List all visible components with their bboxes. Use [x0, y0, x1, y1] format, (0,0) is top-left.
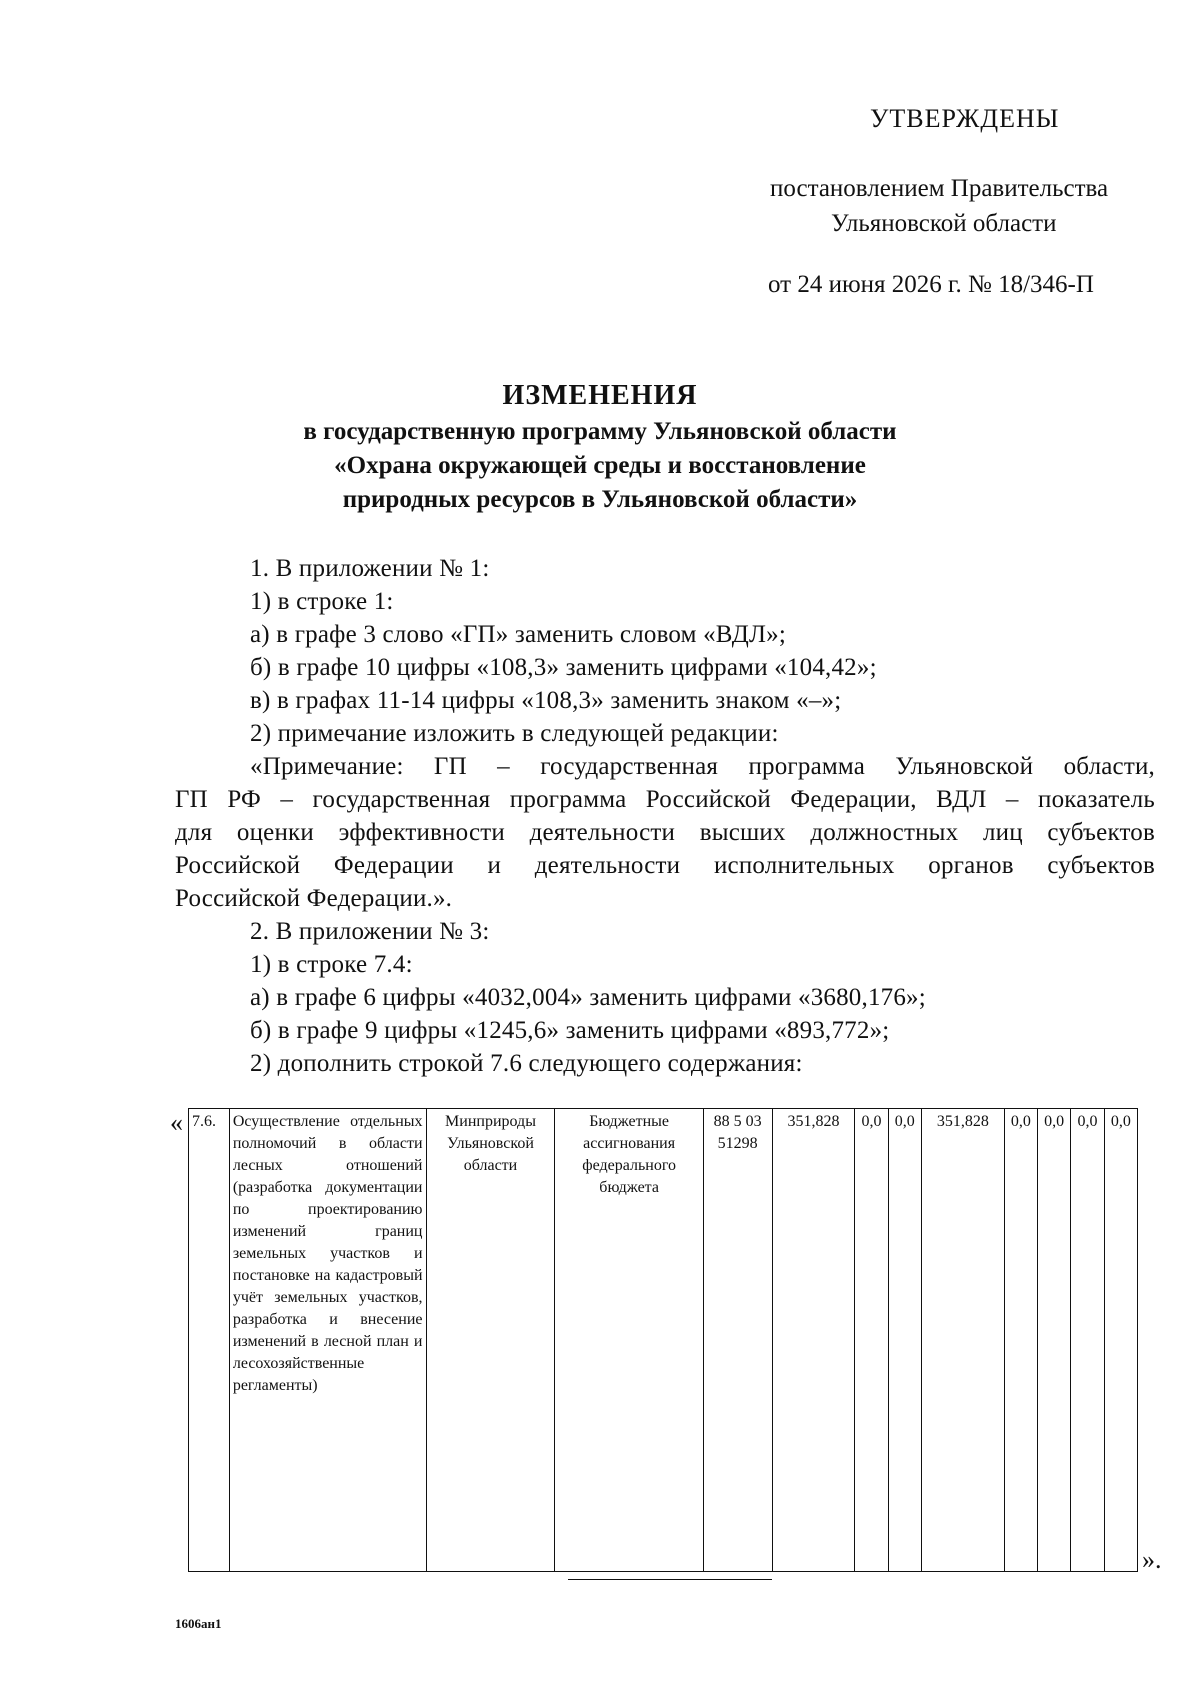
document-title: ИЗМЕНЕНИЯ	[502, 380, 698, 411]
value-cell-8: 0,0	[1104, 1109, 1137, 1572]
paragraph-9: а) в графе 6 цифры «4032,004» заменить цифрами «3680,176»;	[250, 984, 926, 1011]
paragraph-5: в) в графах 11-14 цифры «108,3» заменить знаком «–»;	[250, 687, 842, 714]
value-cell-6: 0,0	[1038, 1109, 1071, 1572]
note-line-2: ГП РФ – государственная программа Российской Федерации, ВДЛ – показатель	[175, 786, 1155, 813]
value-cell-1: 351,828	[772, 1109, 855, 1572]
program-table-row	[188, 1108, 1138, 1572]
activity-name-cell: Осуществление отдельных полномочий в области лесных отношений (разработка документации по проектированию изменений границ земельных участков и постановке на кадастровый учёт земельных участков, разработка и внесение изменений в лесной план и лесохозяйственные регламенты)	[229, 1109, 426, 1572]
document-subtitle-3: природных ресурсов в Ульяновской области»	[342, 486, 858, 513]
paragraph-6: 2) примечание изложить в следующей редакции:	[250, 720, 779, 747]
approval-line-2: Ульяновской области	[831, 210, 1057, 237]
table-open-quote: «	[170, 1108, 183, 1137]
note-line-1: «Примечание: ГП – государственная программа Ульяновской области,	[250, 753, 1155, 780]
note-line-4: Российской Федерации и деятельности исполнительных органов субъектов	[175, 852, 1155, 879]
approval-date-number: от 24 июня 2026 г. № 18/346-П	[768, 271, 1094, 298]
paragraph-2: 1) в строке 1:	[250, 588, 394, 615]
value-cell-3: 0,0	[888, 1109, 921, 1572]
paragraph-7: 2. В приложении № 3:	[250, 918, 490, 945]
paragraph-11: 2) дополнить строкой 7.6 следующего содержания:	[250, 1050, 803, 1077]
approval-title: УТВЕРЖДЕНЫ	[870, 104, 1060, 133]
document-subtitle-2: «Охрана окружающей среды и восстановление	[334, 452, 866, 479]
paragraph-10: б) в графе 9 цифры «1245,6» заменить цифрами «893,772»;	[250, 1017, 890, 1044]
approval-line-1: постановлением Правительства	[770, 175, 1109, 202]
value-cell-4: 351,828	[921, 1109, 1004, 1572]
value-cell-2: 0,0	[855, 1109, 888, 1572]
funding-source-cell: Бюджетные ассигнования федерального бюджета	[555, 1109, 703, 1572]
paragraph-4: б) в графе 10 цифры «108,3» заменить цифрами «104,42»;	[250, 654, 877, 681]
executor-cell: Минприроды Ульяновской области	[426, 1109, 555, 1572]
footer-code: 1606ан1	[175, 1616, 222, 1631]
row-number-cell: 7.6.	[189, 1109, 230, 1572]
budget-code-cell: 88 5 03 51298	[703, 1109, 772, 1572]
table-row	[189, 1109, 1138, 1572]
value-cell-7: 0,0	[1071, 1109, 1104, 1572]
paragraph-1: 1. В приложении № 1:	[250, 555, 490, 582]
document-subtitle-1: в государственную программу Ульяновской области	[303, 418, 897, 445]
separator-line	[568, 1579, 772, 1580]
value-cell-5: 0,0	[1004, 1109, 1037, 1572]
paragraph-8: 1) в строке 7.4:	[250, 951, 413, 978]
paragraph-3: а) в графе 3 слово «ГП» заменить словом «ВДЛ»;	[250, 621, 786, 648]
table-close-quote: ».	[1142, 1545, 1162, 1574]
note-line-5: Российской Федерации.».	[175, 885, 453, 912]
note-line-3: для оценки эффективности деятельности высших должностных лиц субъектов	[175, 819, 1155, 846]
